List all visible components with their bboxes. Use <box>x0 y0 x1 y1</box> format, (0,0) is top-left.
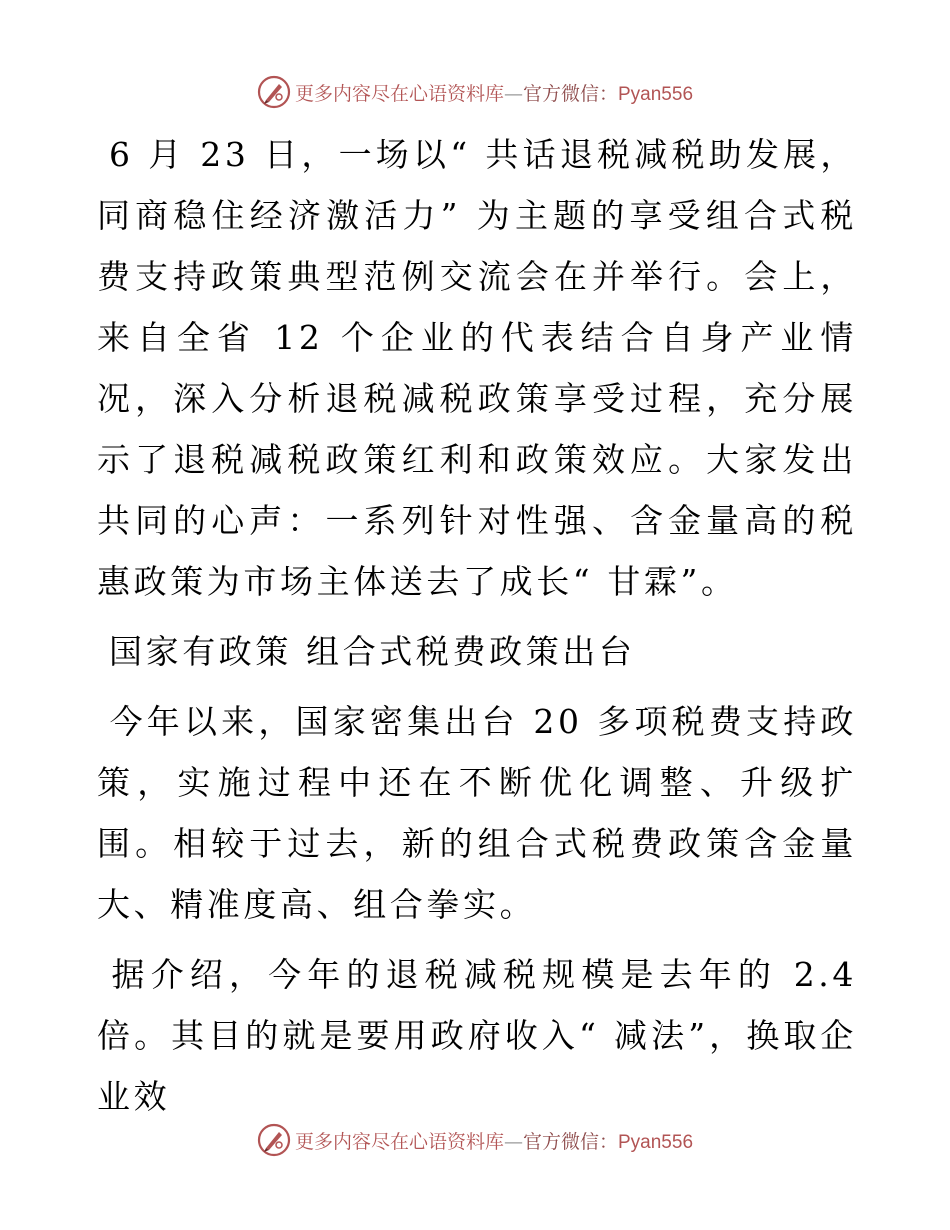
watermark-text <box>295 79 693 106</box>
header-watermark <box>0 72 950 112</box>
watermark-text <box>295 1127 693 1154</box>
watermark-separator: — <box>503 82 523 105</box>
watermark-wechat-id: Pyan556 <box>618 83 694 105</box>
quill-logo-icon <box>257 1123 291 1157</box>
watermark-wechat-label: 官方微信： <box>522 1130 618 1153</box>
quill-logo-icon <box>257 75 291 109</box>
watermark-label: 更多内容尽在心语资料库 <box>294 82 504 105</box>
section-heading: 国家有政策 组合式税费政策出台 <box>109 632 636 671</box>
footer-watermark <box>0 1120 950 1160</box>
watermark-separator: — <box>503 1130 523 1153</box>
watermark-label: 更多内容尽在心语资料库 <box>294 1130 504 1153</box>
paragraph-1: 6 月 23 日，一场以“ 共话退税减税助发展，同商稳住经济激活力” 为主题的享受组合式税费支持政策典型范例交流会在并举行。会上，来自全省 12 个企业的代表结合自身产业情况，深入分析退税减税政策享受过程，充分展示了退税减税政策红利和政策效应。大家发出共同的心声：一系列针对性强、含金量高的税惠政策为市场主体送去了成长“ 甘霖”。 <box>97 135 857 601</box>
paragraph-2: 今年以来，国家密集出台 20 多项税费支持政策，实施过程中还在不断优化调整、升级扩围。相较于过去，新的组合式税费政策含金量大、精准度高、组合拳实。 <box>97 702 857 924</box>
document-body <box>97 124 857 1136</box>
watermark-wechat-id: Pyan556 <box>618 1131 694 1153</box>
watermark-wechat-label: 官方微信： <box>522 82 618 105</box>
paragraph-3: 据介绍，今年的退税减税规模是去年的 2.4 倍。其目的就是要用政府收入“ 减法”，换取企业效 <box>97 955 857 1116</box>
